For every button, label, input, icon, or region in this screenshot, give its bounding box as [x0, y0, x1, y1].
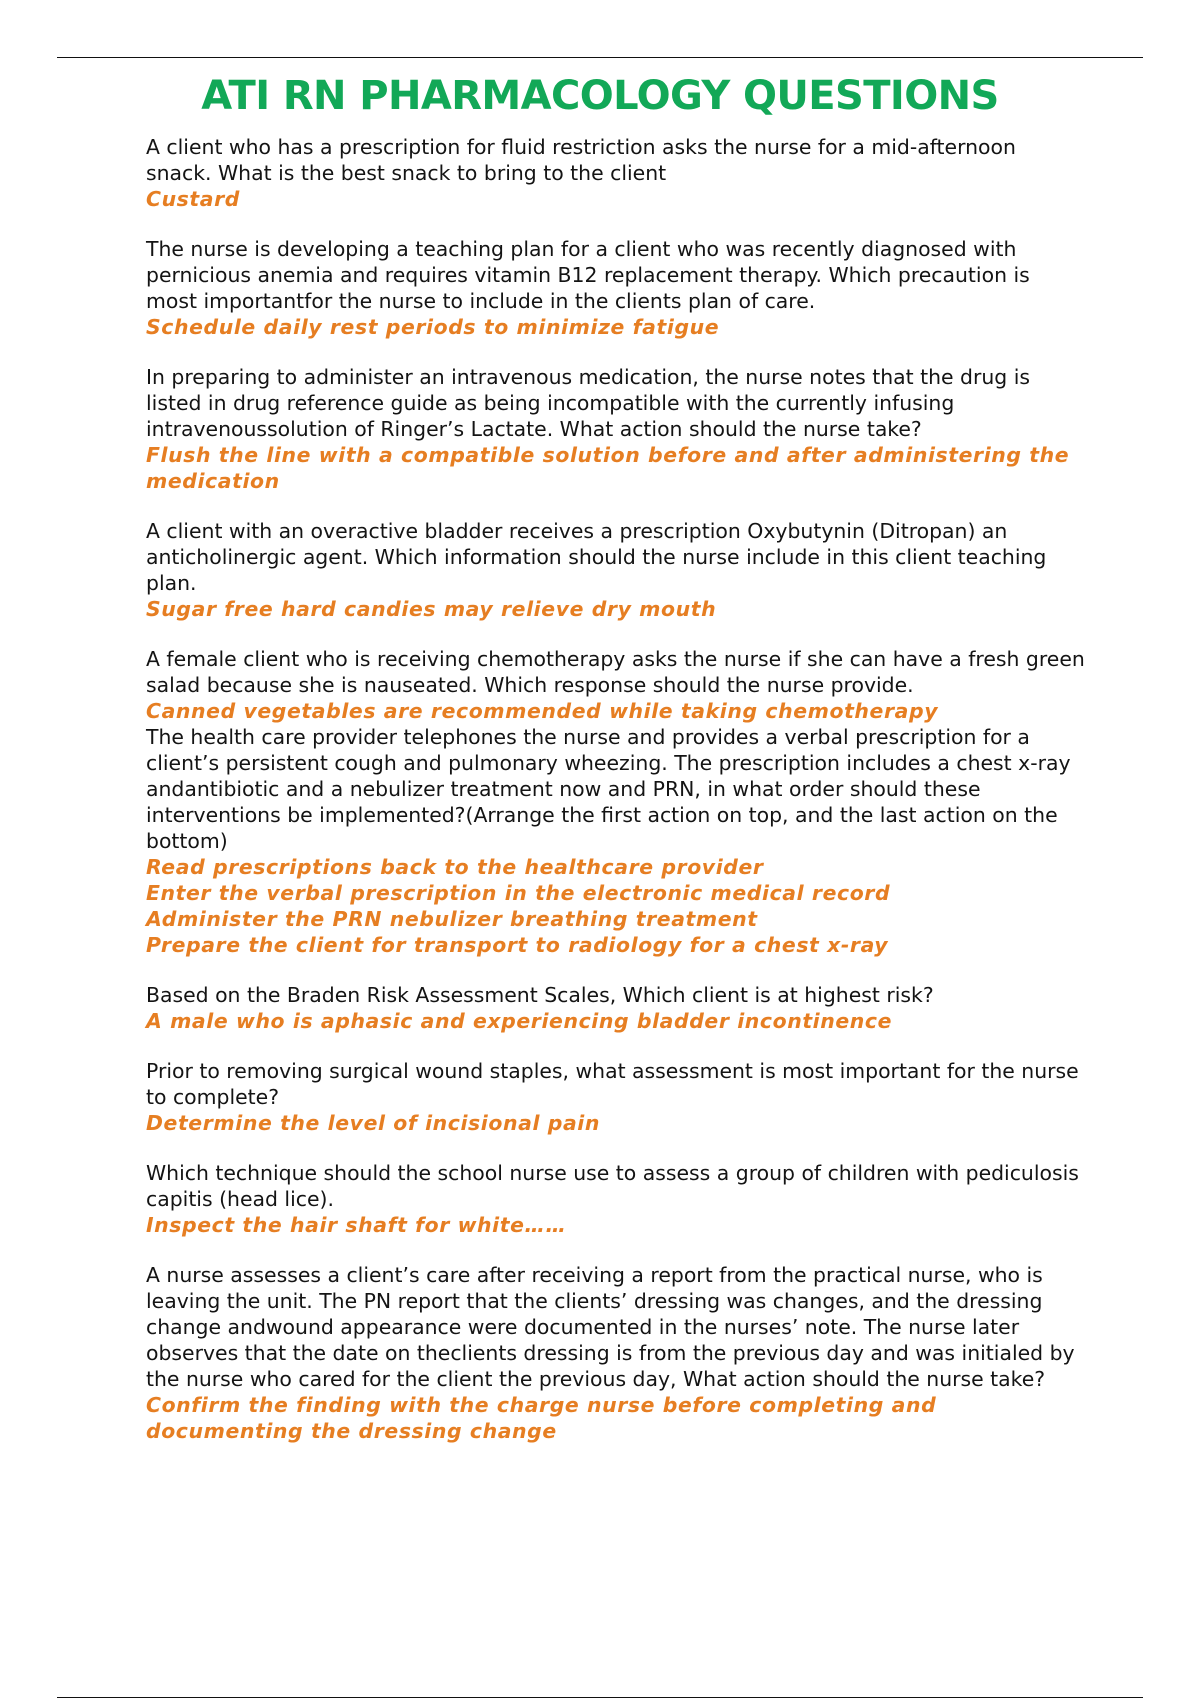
- qa-item-6: [146, 724, 1086, 958]
- answer-text: Determine the level of incisional pain: [146, 1111, 601, 1135]
- qa-item-10: [146, 1262, 1086, 1444]
- question-text: A female client who is receiving chemotherapy asks the nurse if she can have a fresh green salad because she is nauseated. Which response should the nurse provide.: [146, 647, 1085, 697]
- answer-text: Read prescriptions back to the healthcare provider: [146, 855, 764, 879]
- qa-item-5: [146, 646, 1086, 724]
- answer-text: Sugar free hard candies may relieve dry mouth: [146, 597, 717, 621]
- qa-item-9: [146, 1160, 1086, 1238]
- answer-text: Custard: [146, 187, 240, 211]
- answer-text: A male who is aphasic and experiencing bladder incontinence: [146, 1009, 893, 1033]
- qa-item-7: [146, 982, 1086, 1034]
- question-text: The health care provider telephones the nurse and provides a verbal prescription for a client’s persistent cough and pulmonary wheezing. The prescription includes a chest x-ray andantibiotic and a nebulizer treatment now and PRN, in what order should these interventions be implemented?(Arrange the first action on top, and the last action on the bottom): [146, 725, 1071, 853]
- answer-text: Schedule daily rest periods to minimize fatigue: [146, 315, 720, 339]
- bottom-rule: [57, 1697, 1143, 1698]
- answer-text: Flush the line with a compatible solution before and after administering the medication: [146, 443, 1070, 493]
- qa-item-2: [146, 236, 1086, 340]
- page-title: ATI RN PHARMACOLOGY QUESTIONS: [201, 73, 999, 119]
- question-text: A client who has a prescription for fluid restriction asks the nurse for a mid-afternoon snack. What is the best snack to bring to the client: [146, 135, 1016, 185]
- question-text: Which technique should the school nurse use to assess a group of children with pediculosis capitis (head lice).: [146, 1161, 1079, 1211]
- top-rule: [57, 57, 1143, 58]
- question-text: In preparing to administer an intravenous medication, the nurse notes that the drug is listed in drug reference guide as being incompatible with the currently infusing intravenoussolution of Ringer’s Lactate. What action should the nurse take?: [146, 365, 1031, 441]
- qa-item-3: [146, 364, 1086, 494]
- answer-text: Confirm the finding with the charge nurse before completing and documenting the dressing change: [146, 1393, 937, 1443]
- question-text: A client with an overactive bladder receives a prescription Oxybutynin (Ditropan) an anticholinergic agent. Which information should the nurse include in this client teaching plan.: [146, 519, 1047, 595]
- question-text: The nurse is developing a teaching plan for a client who was recently diagnosed with pernicious anemia and requires vitamin B12 replacement therapy. Which precaution is most importantfor the nurse to include in the clients plan of care.: [146, 237, 1030, 313]
- answer-text: Prepare the client for transport to radiology for a chest x-ray: [146, 933, 889, 957]
- answer-text: Inspect the hair shaft for white……: [146, 1213, 567, 1237]
- question-text: Based on the Braden Risk Assessment Scales, Which client is at highest risk?: [146, 983, 934, 1007]
- question-text: Prior to removing surgical wound staples, what assessment is most important for the nurse to complete?: [146, 1059, 1079, 1109]
- answer-text: Canned vegetables are recommended while taking chemotherapy: [146, 699, 939, 723]
- question-text: A nurse assesses a client’s care after receiving a report from the practical nurse, who is leaving the unit. The PN report that the clients’ dressing was changes, and the dressing change andwound appearance were documented in the nurses’ note. The nurse later observes that the date on theclients dressing is from the previous day and was initialed by the nurse who cared for the client the previous day, What action should the nurse take?: [146, 1263, 1075, 1391]
- qa-item-8: [146, 1058, 1086, 1136]
- qa-item-4: [146, 518, 1086, 622]
- question-list: [146, 134, 1086, 1468]
- qa-item-1: [146, 134, 1086, 212]
- answer-text: Enter the verbal prescription in the electronic medical record: [146, 881, 891, 905]
- answer-text: Administer the PRN nebulizer breathing treatment: [146, 907, 758, 931]
